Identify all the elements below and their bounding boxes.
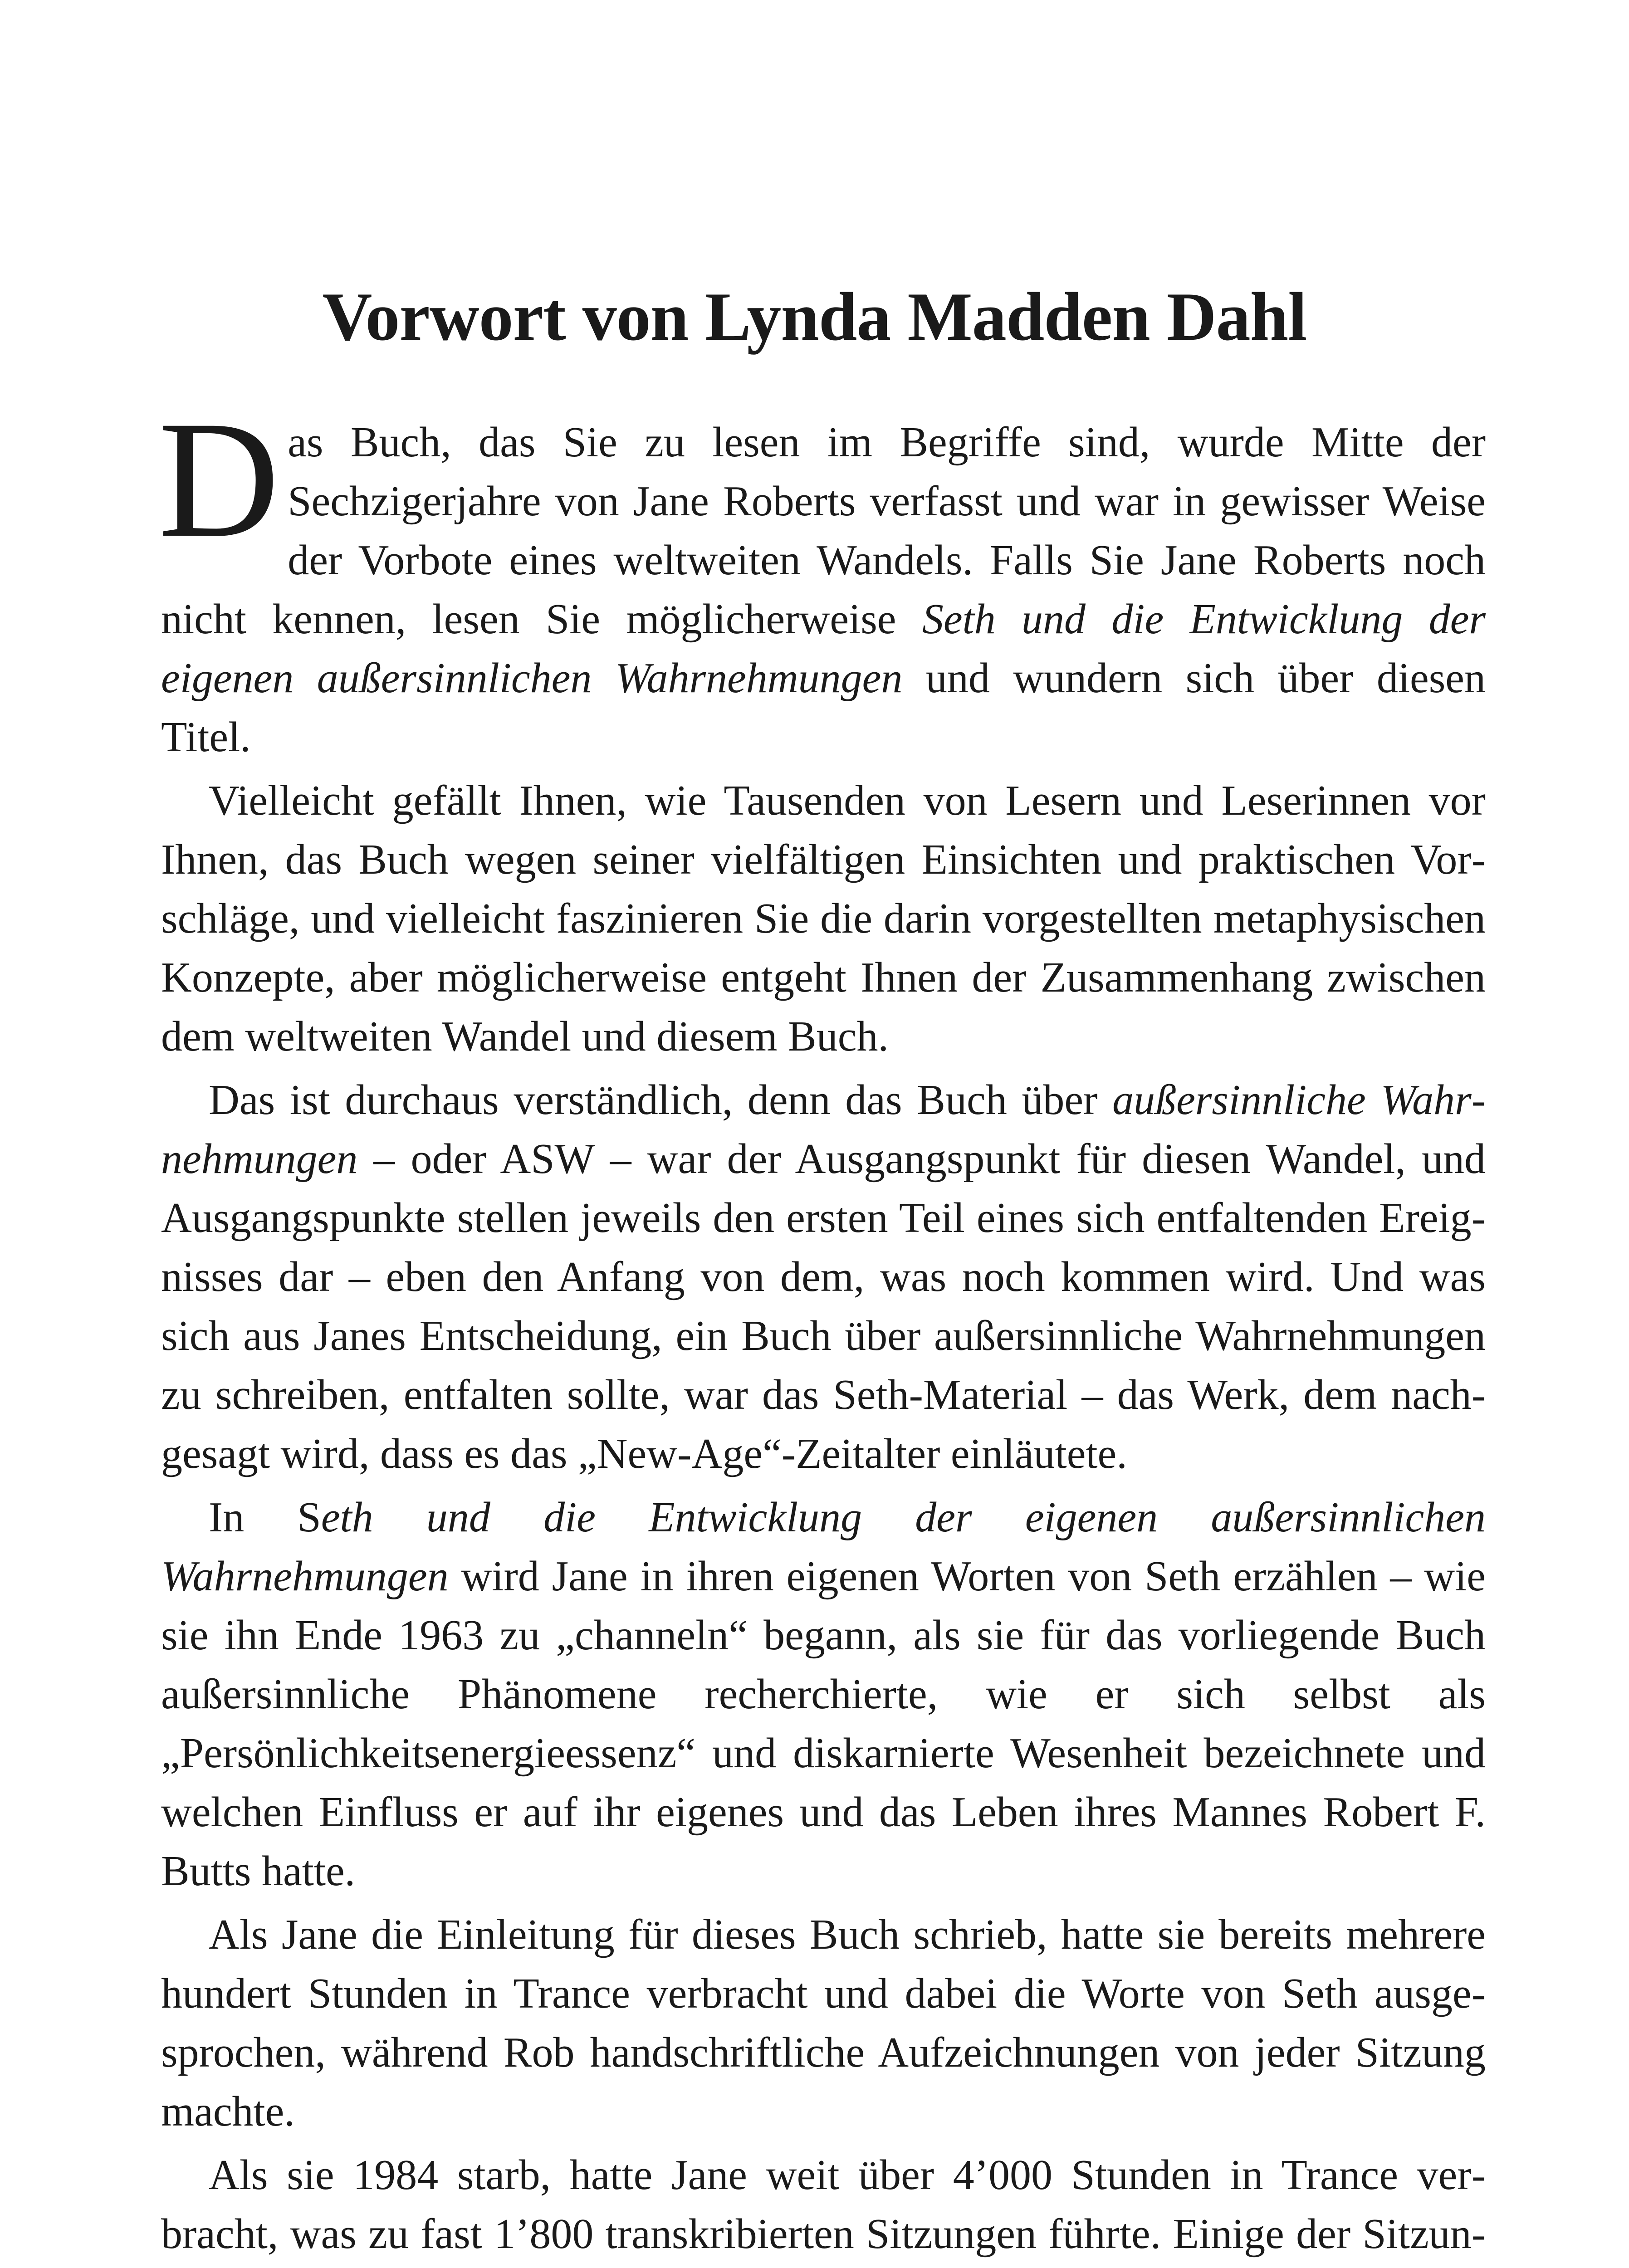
text-run: und wundern sich über diesen Titel. (161, 655, 1486, 761)
italic-phrase: außersinnliche Wahrnehmungen (161, 1076, 1486, 1183)
paragraph-2 (161, 771, 1486, 1066)
text-run: as Buch, das Sie zu lesen im Begriffe sind, wurde Mitte der Sechzigerjahre von Jane Roberts verfasst und war in gewisser Weise der Vorbote eines weltweiten Wandels. Falls Sie Jane Roberts noch nicht kennen, lesen Sie möglicherweise (161, 419, 1486, 643)
text-run: – oder ASW – war der Ausgangspunkt für diesen Wandel, und Ausgangspunkte stellen jeweils den ersten Teil eines sich entfaltenden Ereignisses dar – eben den Anfang von dem, was noch kommen wird. Und was sich aus Janes Entscheidung, ein Buch über außersinnliche Wahrnehmungen zu schreiben, entfalten sollte, war das Seth-Material – das Werk, dem nachgesagt wird, dass es das „New-Age“-Zeitalter einläutete. (161, 1135, 1486, 1477)
text-run: In S (209, 1494, 321, 1541)
page-title: Vorwort von Lynda Madden Dahl (322, 278, 1307, 355)
paragraph-6 (161, 2146, 1486, 2268)
text-run: Das ist durchaus verständlich, denn das Buch über (209, 1076, 1113, 1124)
paragraph-5 (161, 1905, 1486, 2141)
book-title-italic: Seth und die Entwicklung der eigenen außersinnlichen Wahrnehmungen (161, 596, 1486, 702)
text-run: Als Jane die Einleitung für dieses Buch schrieb, hatte sie bereits mehrere hundert Stunden in Trance verbracht und dabei die Worte von Seth ausgesprochen, während Rob handschriftliche Aufzeichnungen von jeder Sitzung machte. (161, 1911, 1486, 2135)
paragraph-4 (161, 1488, 1486, 1901)
drop-cap: D (158, 386, 280, 572)
text-run: Vielleicht gefällt Ihnen, wie Tausenden von Lesern und Leserinnen vor Ihnen, das Buch wegen seiner vielfältigen Einsichten und praktischen Vorschläge, und vielleicht faszinieren Sie die darin vorgestellten metaphysischen Konzepte, aber möglicherweise entgeht Ihnen der Zusammenhang zwischen dem weltweiten Wandel und diesem Buch. (161, 777, 1486, 1060)
book-title-italic: eth und die Entwicklung der eigenen außersinnlichen Wahrnehmungen (161, 1494, 1486, 1600)
paragraph-3 (161, 1070, 1486, 1483)
text-run: wird Jane in ihren eigenen Worten von Seth erzählen – wie sie ihn Ende 1963 zu „channeln“ begann, als sie für das vorliegende Buch außersinnliche Phänomene recherchierte, wie er sich selbst als „Persönlichkeitsenergieessenz“ und diskarnierte Wesenheit bezeichnete und welchen Einfluss er auf ihr eigenes und das Leben ihres Mannes Robert F. Butts hatte. (161, 1553, 1486, 1895)
body-text (158, 386, 1486, 2268)
paragraph-1 (158, 386, 1486, 767)
text-run: Als sie 1984 starb, hatte Jane weit über 4’000 Stunden in Trance verbracht, was zu fast 1’800 transkribierten Sitzungen führte. Einige der Sitzun (161, 2151, 1486, 2258)
